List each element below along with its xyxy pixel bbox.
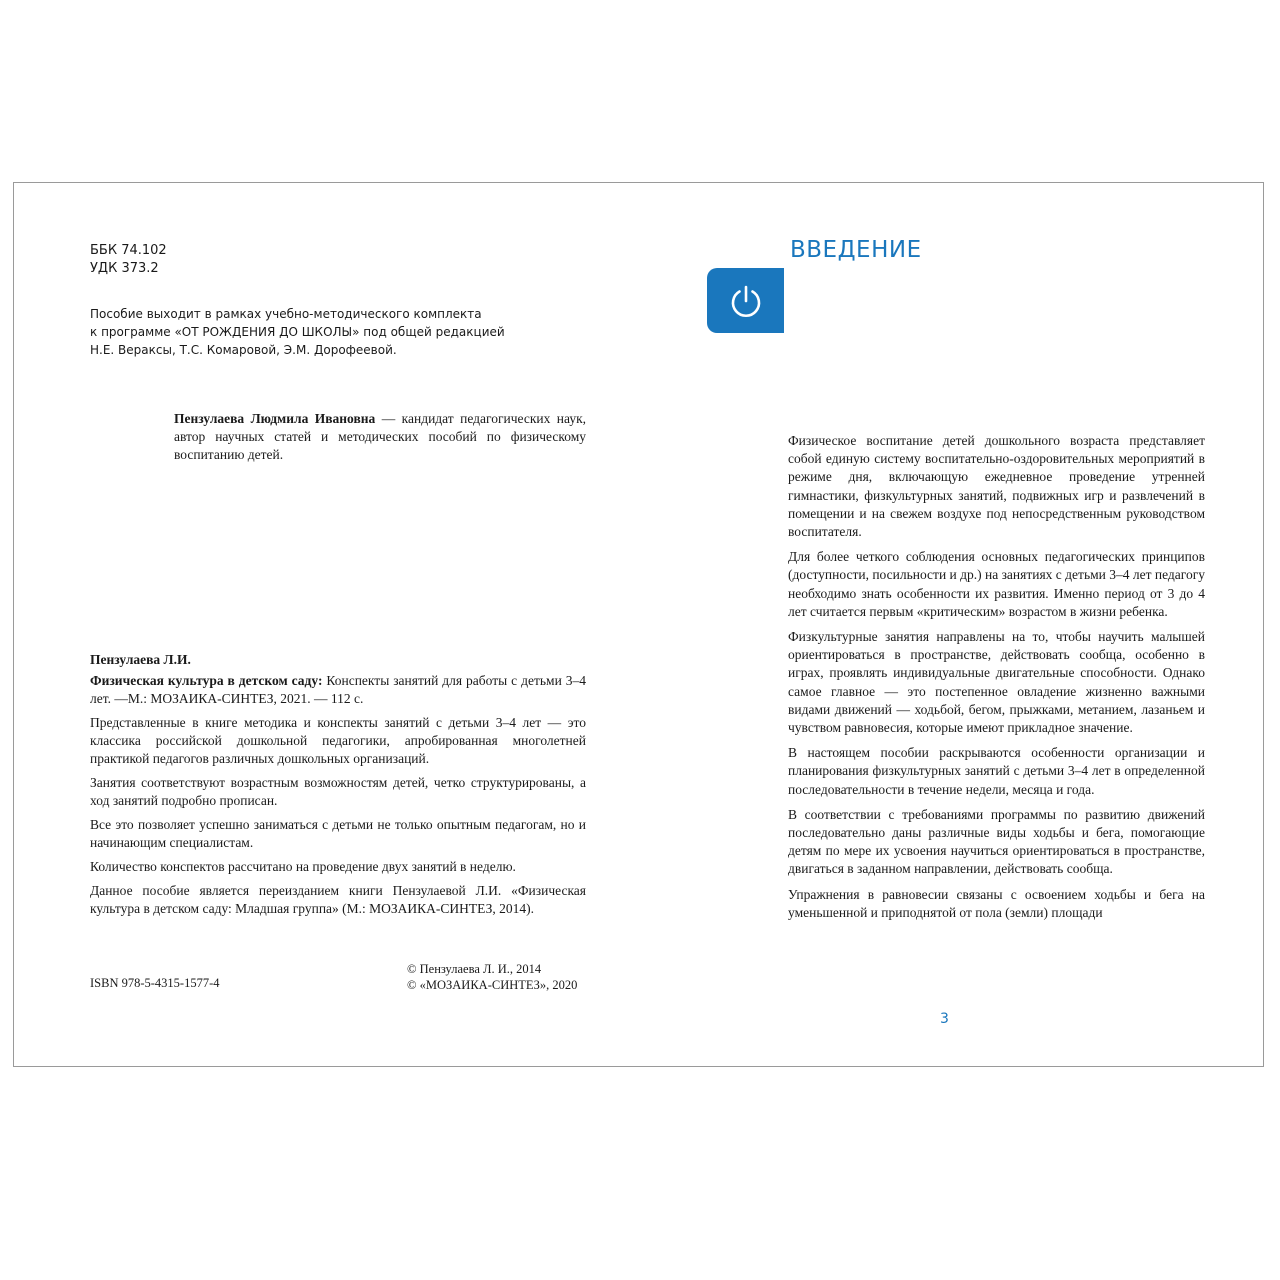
annotation-paragraph: Представленные в книге методика и конспекты занятий с детьми 3–4 лет — это классика российской дошкольной педагогики, апробированная многолетней практикой педагогов различных дошкольных организаций. <box>90 715 586 766</box>
copyright-line: © «МОЗАИКА-СИНТЕЗ», 2020 <box>407 978 578 992</box>
intro-paragraph: Для более четкого соблюдения основных педагогических принципов (доступности, посильности и др.) на занятиях с детьми 3–4 лет педагогу необходимо знать особенности их развития. Именно период от 3 до 4 лет считается первым «критическим» возрастом в жизни ребенка. <box>788 549 1206 619</box>
biblio-details: Конспекты занятий для работы с детьми 3–4 лет. —М.: МОЗАИКА-СИНТЕЗ, 2021. — 112 с. <box>90 673 587 706</box>
copyright-block <box>407 961 577 993</box>
author-info <box>174 410 586 464</box>
annotation-paragraph: Количество конспектов рассчитано на проведение двух занятий в неделю. <box>90 859 516 874</box>
author-description: — кандидат педагогических наук, автор научных статей и методических пособий по физическому воспитанию детей. <box>174 411 586 462</box>
copyright-line: © Пензулаева Л. И., 2014 <box>407 962 542 976</box>
series-note <box>90 305 586 359</box>
series-line: к программе «ОТ РОЖДЕНИЯ ДО ШКОЛЫ» под общей редакцией <box>90 325 505 339</box>
series-line: Пособие выходит в рамках учебно-методического комплекта <box>90 307 482 321</box>
annotation-paragraph: Все это позволяет успешно заниматься с детьми не только опытным педагогам, но и начинающим специалистам. <box>90 817 586 850</box>
udk-code: УДК 373.2 <box>90 261 159 276</box>
chapter-title: ВВЕДЕНИЕ <box>790 237 922 263</box>
intro-paragraph: Упражнения в равновесии связаны с освоением ходьбы и бега на уменьшенной и приподнятой от пола (земли) площади <box>788 886 1205 920</box>
author-full-name: Пензулаева Людмила Ивановна <box>174 411 376 426</box>
intro-paragraph: Физическое воспитание детей дошкольного возраста представляет собой единую систему воспитательно-оздоровительных мероприятий в режиме дня, включающую ежедневное проведение утренней гимнастики, физкультурных занятий, подвижных игр и развлечений в помещении и на свежем воздухе под непосредственным руководством воспитателя. <box>788 433 1205 540</box>
biblio-title: Физическая культура в детском саду: <box>90 673 323 688</box>
page-number: 3 <box>940 1011 949 1027</box>
series-line: Н.Е. Вераксы, Т.С. Комаровой, Э.М. Дорофеевой. <box>90 343 397 357</box>
book-spread <box>13 182 1264 1067</box>
chapter-tab <box>707 268 784 333</box>
isbn: ISBN 978-5-4315-1577-4 <box>90 976 220 990</box>
power-icon <box>727 282 765 320</box>
intro-paragraph: В соответствии с требованиями программы по развитию движений последовательно даны различные виды ходьбы и бега, помогающие детям по мере их усвоения научиться ориентироваться в пространстве, двигаться в заданном направлении, действовать сообща. <box>788 806 1205 877</box>
intro-paragraph: Физкультурные занятия направлены на то, чтобы научить малышей ориентироваться в пространстве, действовать сообща, особенно в играх, проявлять индивидуальные двигательные способности. Однако самое главное — это постепенное овладение жизненно важными видами движений — ходьбой, бегом, прыжками, метанием, лазаньем и чувством равновесия, которые имеют прикладное значение. <box>788 629 1205 736</box>
biblio-author: Пензулаева Л.И. <box>90 652 191 667</box>
bibliographic-record <box>90 651 586 924</box>
bbk-udk-block <box>90 242 586 278</box>
annotation-paragraph: Занятия соответствуют возрастным возможностям детей, четко структурированы, а ход занятий подробно прописан. <box>90 775 586 808</box>
intro-paragraph: В настоящем пособии раскрываются особенности организации и планирования физкультурных занятий с детьми 3–4 лет в определенной последовательности в течение недели, месяца и года. <box>788 745 1205 797</box>
bbk-code: ББК 74.102 <box>90 243 167 258</box>
annotation-paragraph: Данное пособие является переизданием книги Пензулаевой Л.И. «Физическая культура в детском саду: Младшая группа» (М.: МОЗАИКА-СИНТЕЗ, 2014). <box>90 883 586 916</box>
intro-text <box>788 432 1205 929</box>
